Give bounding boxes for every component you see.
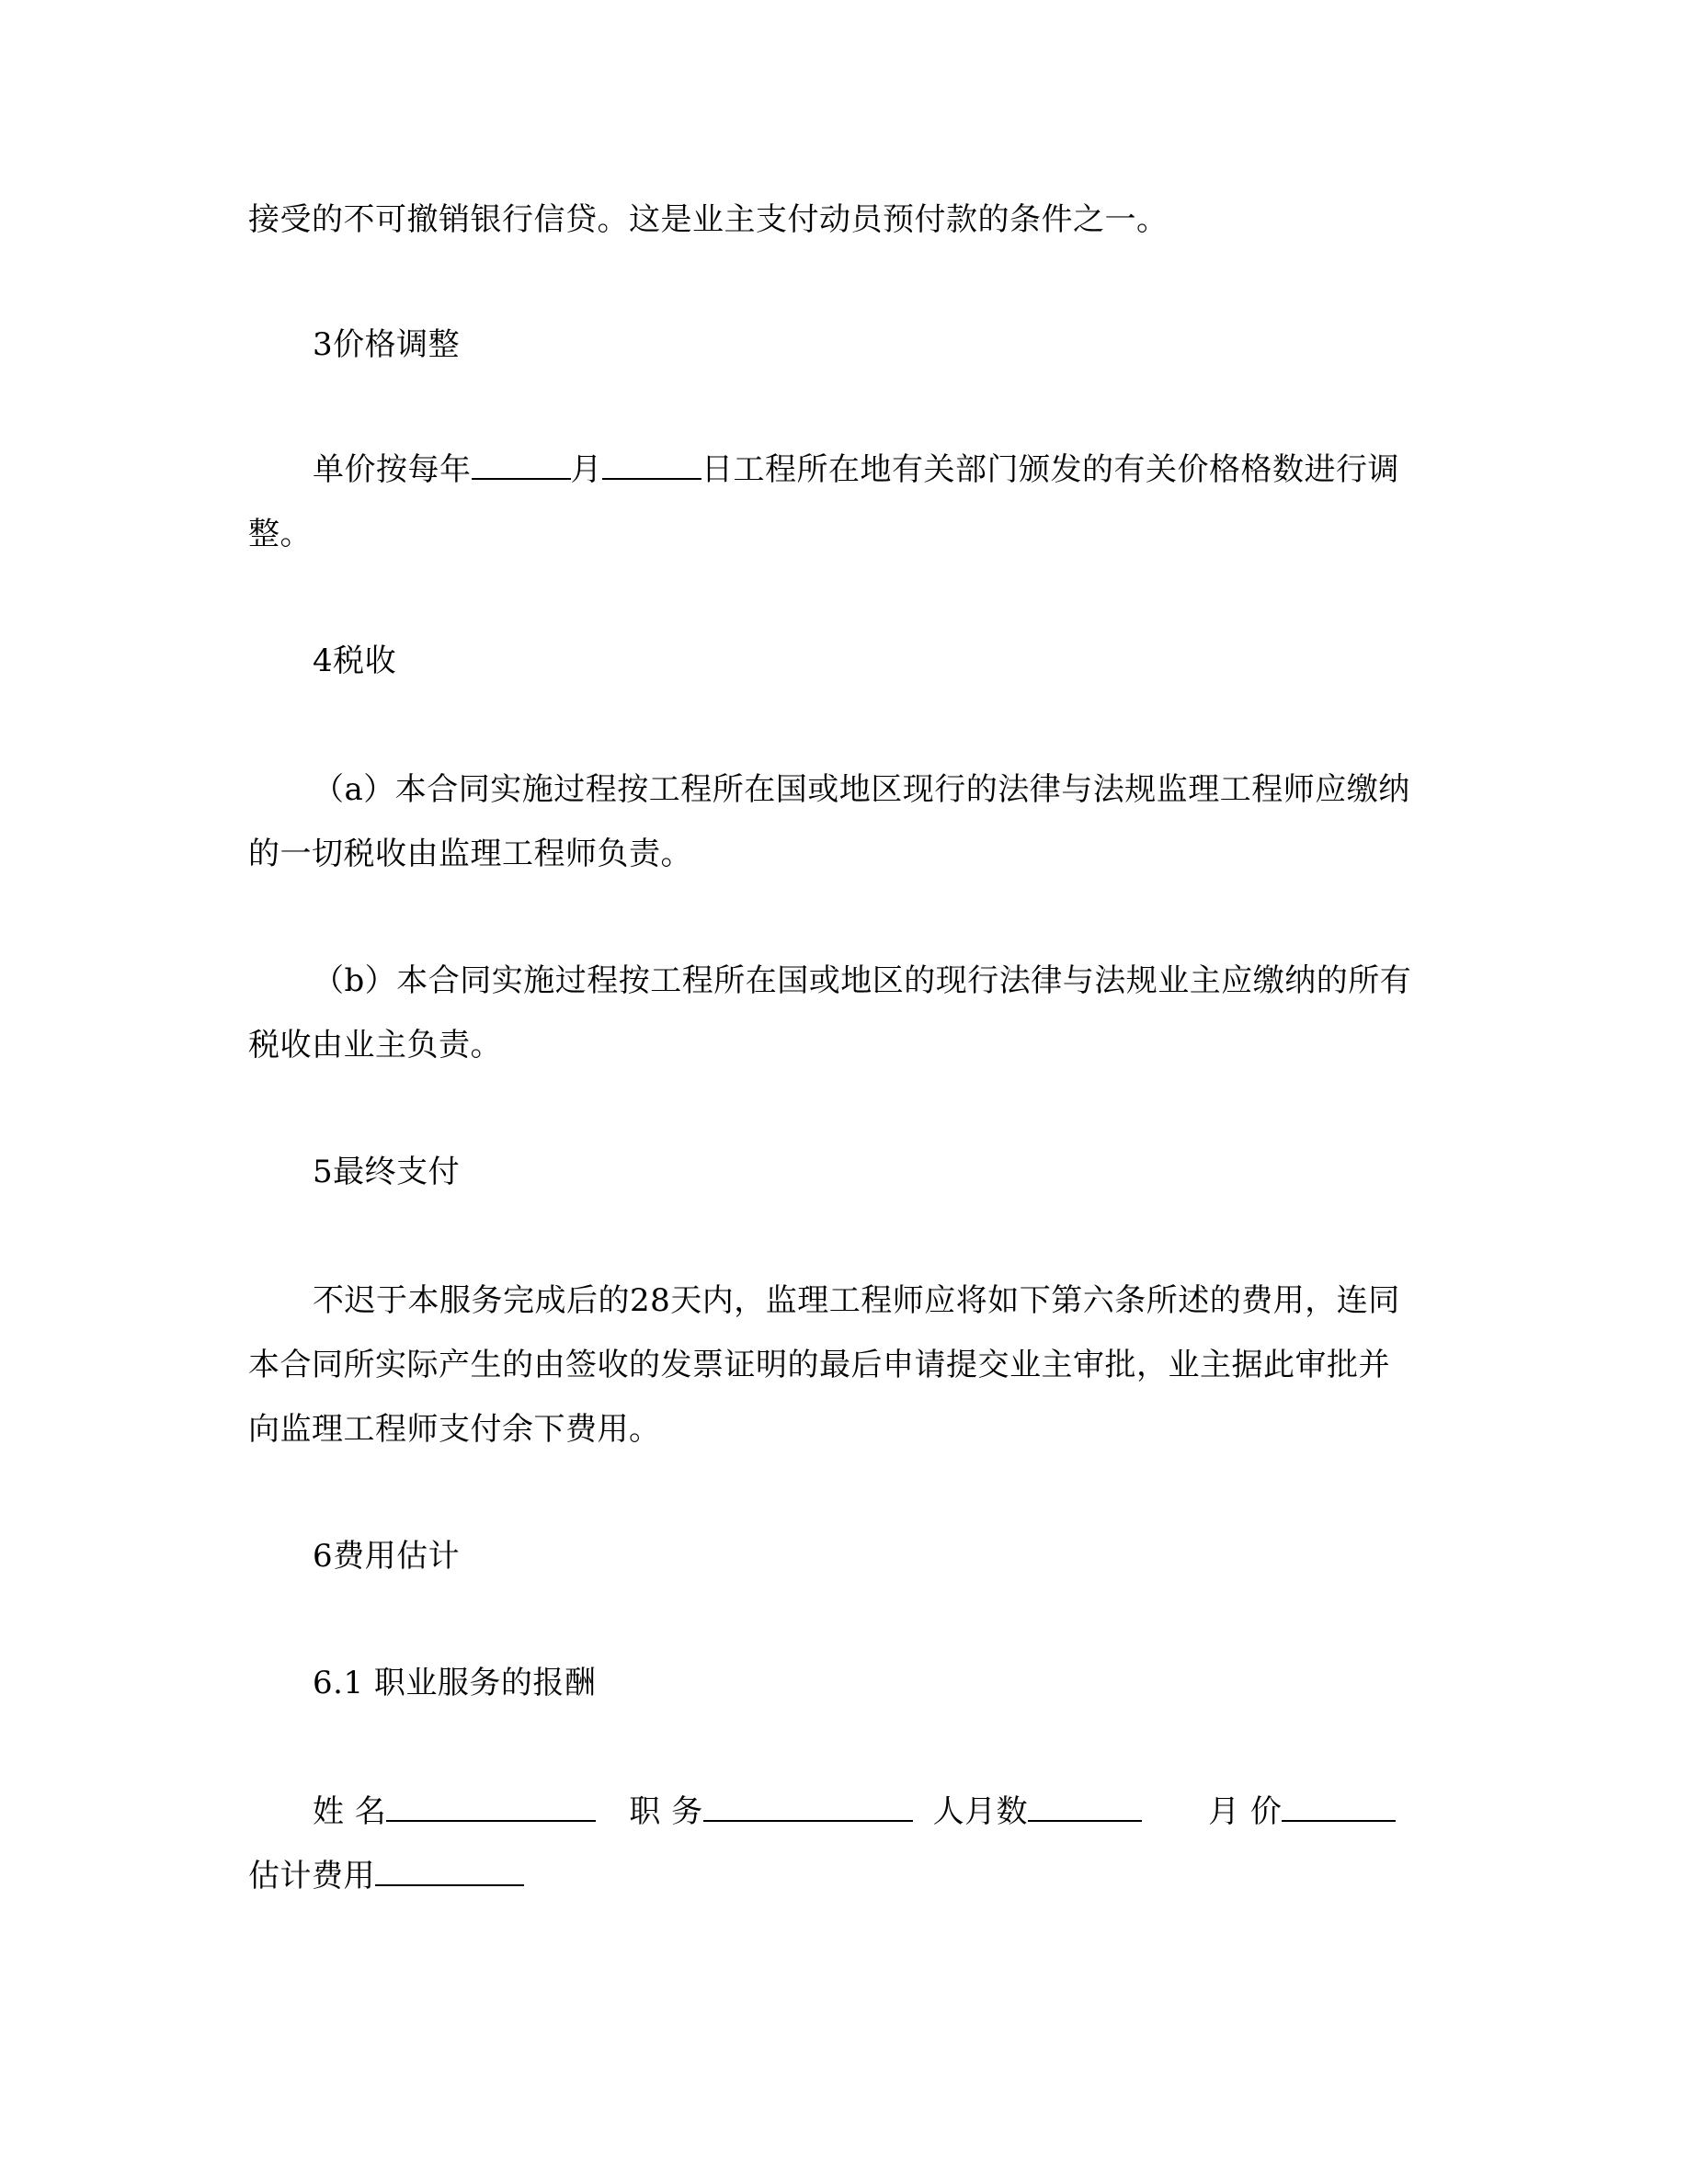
man-month-label: 人月数: [932, 1793, 1029, 1830]
blank-day: [602, 450, 701, 480]
paragraph-line: 不迟于本服务完成后的28天内，监理工程师应将如下第六条所述的费用，连同: [313, 1282, 1400, 1319]
text-segment: 日工程所在地有关部门颁发的有关价格格数进行调: [701, 451, 1399, 488]
price-adjust-line: [313, 449, 1399, 491]
estimate-label: 估计费用: [248, 1858, 375, 1894]
paragraph-line: （a）本合同实施过程按工程所在国或地区现行的法律与法规监理工程师应缴纳: [313, 771, 1410, 808]
subsection-heading-6-1: 6.1 职业服务的报酬: [313, 1665, 597, 1701]
man-month-blank: [1028, 1792, 1142, 1822]
estimate-line: [248, 1855, 524, 1897]
name-label: 姓 名: [313, 1793, 387, 1830]
paragraph-line: 整。: [248, 516, 312, 552]
month-price-blank: [1282, 1792, 1396, 1822]
paragraph-line: 本合同所实际产生的由签收的发票证明的最后申请提交业主审批，业主据此审批并: [248, 1347, 1390, 1383]
section-heading-5: 5最终支付: [313, 1154, 461, 1190]
estimate-blank: [375, 1857, 524, 1886]
blank-year-month: [472, 450, 571, 480]
paragraph-line: 接受的不可撤销银行信贷。这是业主支付动员预付款的条件之一。: [248, 201, 1169, 238]
section-heading-3: 3价格调整: [313, 326, 461, 363]
text-segment: 单价按每年: [313, 451, 472, 488]
paragraph-line: （b）本合同实施过程按工程所在国或地区的现行法律与法规业主应缴纳的所有: [313, 962, 1412, 999]
post-label: 职 务: [629, 1793, 703, 1830]
paragraph-line: 的一切税收由监理工程师负责。: [248, 836, 692, 872]
name-blank: [386, 1792, 596, 1822]
fee-form-line: [313, 1791, 1396, 1833]
section-heading-6: 6费用估计: [313, 1538, 461, 1575]
paragraph-line: 向监理工程师支付余下费用。: [248, 1411, 661, 1448]
section-heading-4: 4税收: [313, 643, 397, 679]
post-blank: [703, 1792, 913, 1822]
paragraph-line: 税收由业主负责。: [248, 1027, 502, 1064]
text-segment: 月: [570, 451, 602, 488]
month-price-label: 月 价: [1208, 1793, 1283, 1830]
